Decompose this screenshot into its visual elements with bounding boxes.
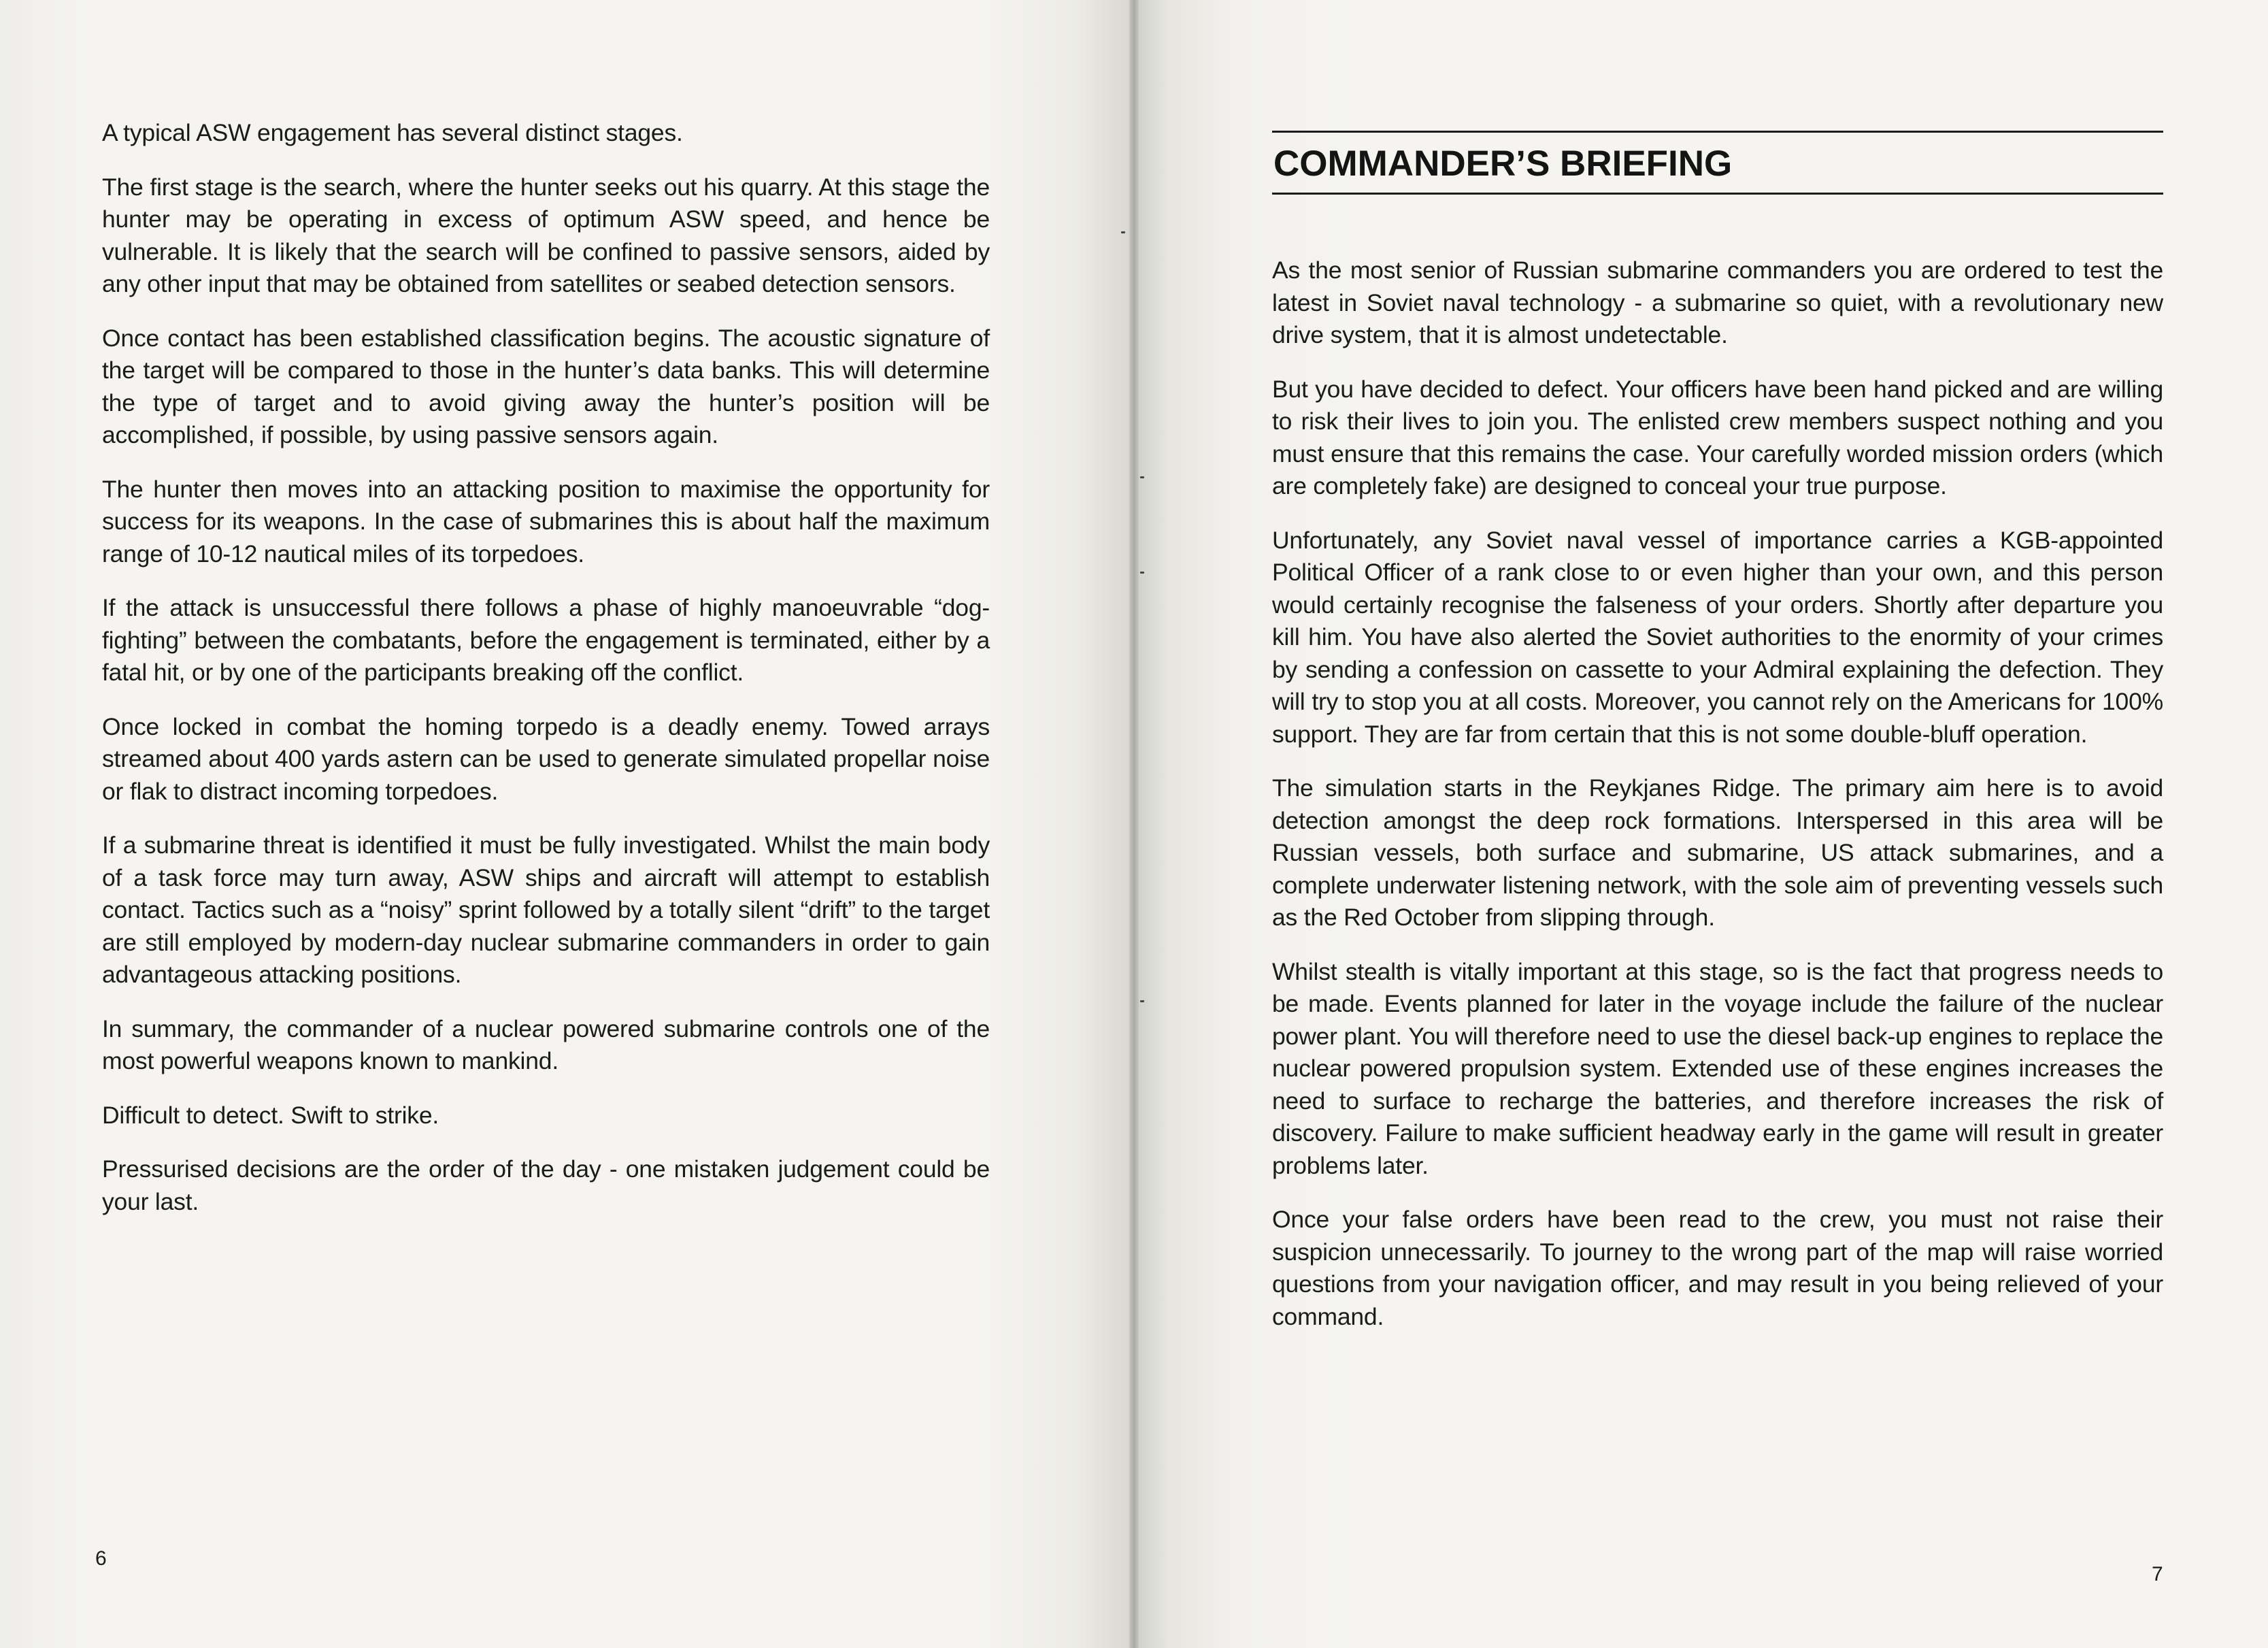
heading-rule-bottom <box>1272 193 2163 195</box>
page-number-left: 6 <box>95 1547 107 1570</box>
paragraph: Unfortunately, any Soviet naval vessel of importance carries a KGB-appointed Political Officer of a rank close to or even higher than your own, and this person would certainly recognise the falseness of your orders. Shortly after departure you kill him. You have also alerted the Soviet authorities to the enormity of your crimes by sending a confession on cassette to your Admiral explaining the defection. They will try to stop you at all costs. Moreover, you cannot rely on the Americans for 100% support. They are far from certain that this is not some double-bluff operation. <box>1272 526 2163 748</box>
paragraph: In summary, the commander of a nuclear powered submarine controls one of the most powerful weapons known to mankind. <box>102 1015 990 1074</box>
gutter-mark <box>1140 1000 1144 1002</box>
gutter-mark <box>1140 572 1144 574</box>
paragraph: A typical ASW engagement has several distinct stages. <box>102 119 683 146</box>
paragraph: Once contact has been established classification begins. The acoustic signature of the target will be compared to those in the hunter’s data banks. This will determine the type of target and to avoid giving away the hunter’s position will be accomplished, if possible, by using passive sensors again. <box>102 324 990 448</box>
paragraph: But you have decided to defect. Your officers have been hand picked and are willing to risk their lives to join you. The enlisted crew members suspect nothing and you must ensure that this remains the case. Your carefully worded mission orders (which are completely fake) are designed to conceal your true purpose. <box>1272 375 2163 499</box>
paragraph: The first stage is the search, where the hunter seeks out his quarry. At this stage the hunter may be operating in excess of optimum ASW speed, and hence be vulnerable. It is likely that the search will be confined to passive sensors, aided by any other input that may be obtained from satellites or seabed detection sensors. <box>102 173 990 297</box>
paragraph: Once locked in combat the homing torpedo is a deadly enemy. Towed arrays streamed about 400 yards astern can be used to generate simulated propellar noise or flak to distract incoming torpedoes. <box>102 712 990 805</box>
paragraph: Whilst stealth is vitally important at this stage, so is the fact that progress needs to be made. Events planned for later in the voyage include the failure of the nuclear power plant. You will therefore need to use the diesel back-up engines to replace the nuclear powered propulsion system. Extended use of these engines increases the need to surface to recharge the batteries, and therefore increases the risk of discovery. Failure to make sufficient headway early in the game will result in greater problems later. <box>1272 957 2163 1179</box>
paragraph: The simulation starts in the Reykjanes Ridge. The primary aim here is to avoid detection amongst the deep rock formations. Interspersed in this area will be Russian vessels, both surface and submarine, US attack submarines, and a complete underwater listening network, with the sole aim of preventing vessels such as the Red October from slipping through. <box>1272 774 2163 931</box>
left-page-body <box>102 117 990 1240</box>
paragraph: Difficult to detect. Swift to strike. <box>102 1101 439 1129</box>
paragraph: Pressurised decisions are the order of the day - one mistaken judgement could be your last. <box>102 1155 990 1215</box>
right-page-body <box>1272 254 2163 1355</box>
paragraph: If a submarine threat is identified it must be fully investigated. Whilst the main body of a task force may turn away, ASW ships and aircraft will attempt to establish contact. Tactics such as a “noisy” sprint followed by a totally silent “drift” to the target are still employed by modern-day nuclear submarine commanders in order to gain advantageous attacking positions. <box>102 831 990 988</box>
gutter-mark <box>1121 231 1125 233</box>
section-heading: COMMANDER’S BRIEFING <box>1273 144 1733 184</box>
paragraph: The hunter then moves into an attacking position to maximise the opportunity for success for its weapons. In the case of submarines this is about half the maximum range of 10-12 nautical miles of its torpedoes. <box>102 475 990 567</box>
section-heading-block <box>1272 131 2163 195</box>
paragraph: If the attack is unsuccessful there follows a phase of highly manoeuvrable “dog-fighting” between the combatants, before the engagement is terminated, either by a fatal hit, or by one of the participants breaking off the conflict. <box>102 594 990 686</box>
gutter-mark <box>1140 476 1144 478</box>
paragraph: As the most senior of Russian submarine commanders you are ordered to test the latest in Soviet naval technology - a submarine so quiet, with a revolutionary new drive system, that it is almost undetectable. <box>1272 257 2163 348</box>
paragraph: Once your false orders have been read to the crew, you must not raise their suspicion unnecessarily. To journey to the wrong part of the map will raise worried questions from your navigation officer, and may result in you being relieved of your command. <box>1272 1206 2163 1330</box>
page-number-right: 7 <box>2152 1563 2163 1585</box>
page-gutter <box>1129 0 1139 1648</box>
